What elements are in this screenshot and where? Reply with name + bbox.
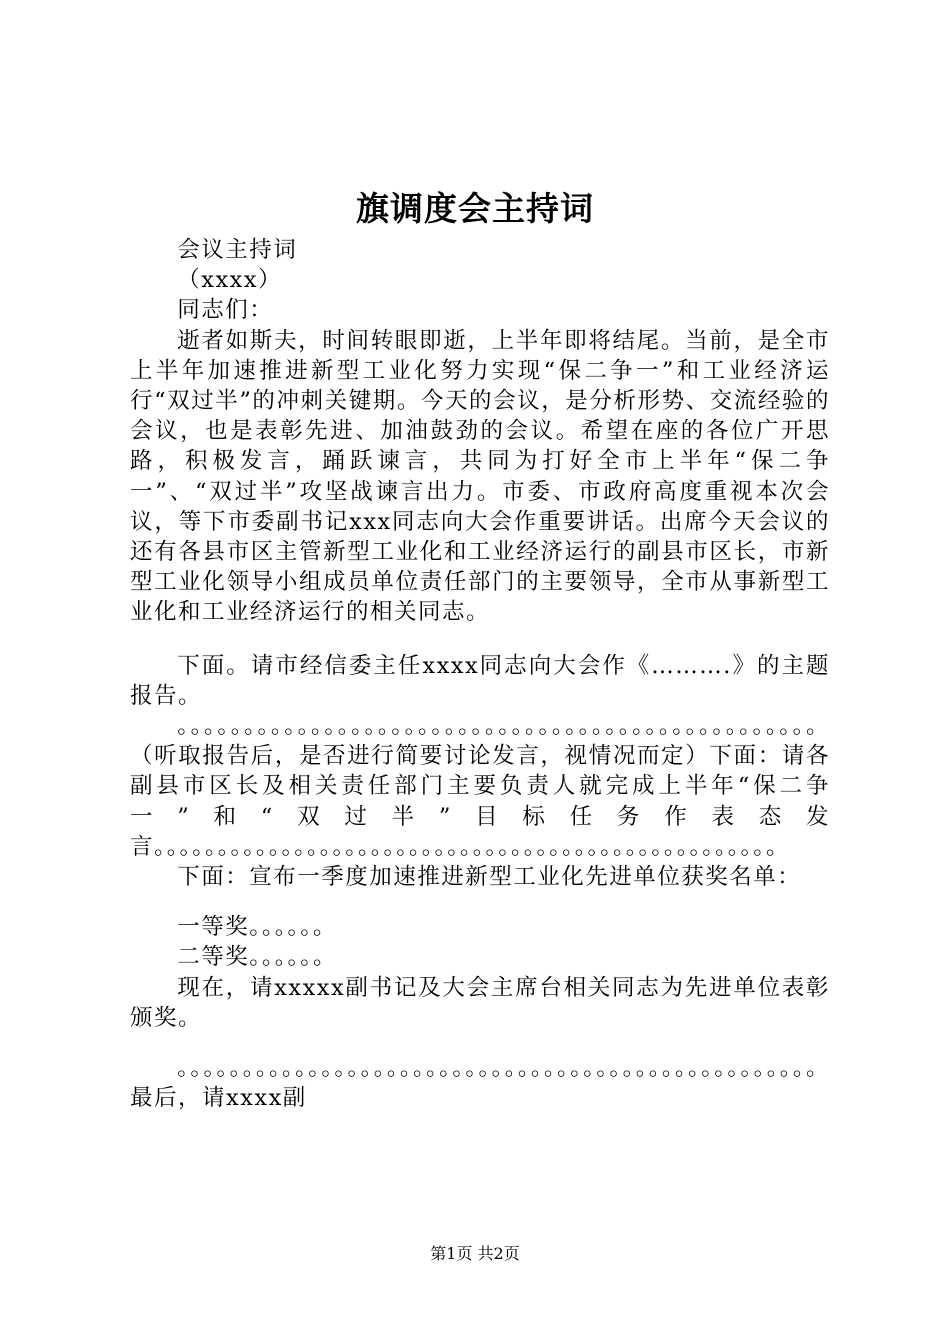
document-title: 旗调度会主持词 [356,189,594,228]
paragraph-second-prize: 二等奖。。。。。。 [177,944,338,971]
paragraph-discussion: 。。。。。。。。。。。。。。。。。。。。。。。。。。。。。。。。。。。。。。。。。。。。。。。。（听取报告后，是否进行简要讨论发言，视情况而定）下面：请各副县市区长及相关责任部门主要负责人就完成上半年“保二争一”和“双过半”目标任务作表态发言。。。。。。。。。。。。。。。。。。。。。。。。。。。。。。。。。。。。。。。。。。。。。。。。。 [130,713,830,860]
paragraph-date: （xxxx） [177,267,283,294]
paragraph-salutation: 同志们： [177,297,274,324]
paragraph-first-prize: 一等奖。。。。。。 [177,914,338,941]
page-indicator: 第1页 共2页 [430,1244,520,1263]
paragraph-heading: 会议主持词 [177,237,298,263]
document-body [130,235,830,1113]
paragraph-report-intro: 下面。请市经信委主任xxxx同志向大会作《……….》的主题报告。 [130,652,830,709]
paragraph-closing: 。。。。。。。。。。。。。。。。。。。。。。。。。。。。。。。。。。。。。。。。。。。。。。。。。最后，请xxxx副 [130,1055,830,1112]
paragraph-award-ceremony: 现在，请xxxxx副书记及大会主席台相关同志为先进单位表彰颁奖。 [130,974,830,1031]
paragraph-award-announcement: 下面：宣布一季度加速推进新型工业化先进单位获奖名单： [177,864,802,891]
paragraph-opening: 逝者如斯夫，时间转眼即逝，上半年即将结尾。当前，是全市上半年加速推进新型工业化努力实现“保二争一”和工业经济运行“双过半”的冲刺关键期。今天的会议，是分析形势、交流经验的会议，也是表彰先进、加油鼓劲的会议。希望在座的各位广开思路，积极发言，踊跃谏言，共同为打好全市上半年“保二争一”、“双过半”攻坚战谏言出力。市委、市政府高度重视本次会议，等下市委副书记xxx同志向大会作重要讲话。出席今天会议的还有各县市区主管新型工业化和工业经济运行的副县市区长，市新型工业化领导小组成员单位责任部门的主要领导，全市从事新型工业化和工业经济运行的相关同志。 [130,327,830,626]
